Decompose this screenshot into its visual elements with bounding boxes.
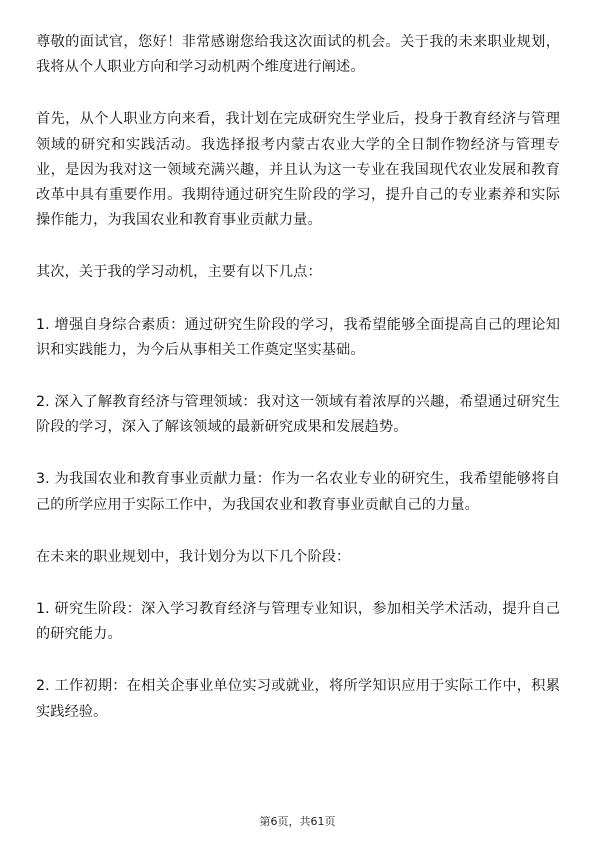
paragraph-greeting: 尊敬的面试官，您好！非常感谢您给我这次面试的机会。关于我的未来职业规划，我将从个人职业方向和学习动机两个维度进行阐述。	[36, 34, 560, 76]
page-number: 第6页，共61页	[259, 815, 336, 828]
list-item-plan-1: 1. 研究生阶段：深入学习教育经济与管理专业知识，参加相关学术活动，提升自己的研究能力。	[36, 601, 560, 643]
list-item-motivation-2: 2. 深入了解教育经济与管理领域：我对这一领域有着浓厚的兴趣，希望通过研究生阶段的学习，深入了解该领域的最新研究成果和发展趋势。	[36, 394, 560, 436]
list-item-plan-2: 2. 工作初期：在相关企事业单位实习或就业，将所学知识应用于实际工作中，积累实践经验。	[36, 678, 560, 720]
list-item-motivation-3: 3. 为我国农业和教育事业贡献力量：作为一名农业专业的研究生，我希望能够将自己的所学应用于实际工作中，为我国农业和教育事业贡献自己的力量。	[36, 471, 560, 513]
list-item-motivation-1: 1. 增强自身综合素质：通过研究生阶段的学习，我希望能够全面提高自己的理论知识和实践能力，为今后从事相关工作奠定坚实基础。	[36, 316, 560, 358]
paragraph-career-direction: 首先，从个人职业方向来看，我计划在完成研究生学业后，投身于教育经济与管理领域的研究和实践活动。我选择报考内蒙古农业大学的全日制作物经济与管理专业，是因为我对这一领域充满兴趣，并且认为这一专业在我国现代农业发展和教育改革中具有重要作用。我期待通过研究生阶段的学习，提升自己的专业素养和实际操作能力，为我国农业和教育事业贡献力量。	[36, 111, 560, 229]
paragraph-plan-intro: 在未来的职业规划中，我计划分为以下几个阶段：	[36, 548, 351, 565]
paragraph-motivation-intro: 其次，关于我的学习动机，主要有以下几点：	[36, 264, 322, 281]
document-body	[36, 30, 560, 725]
